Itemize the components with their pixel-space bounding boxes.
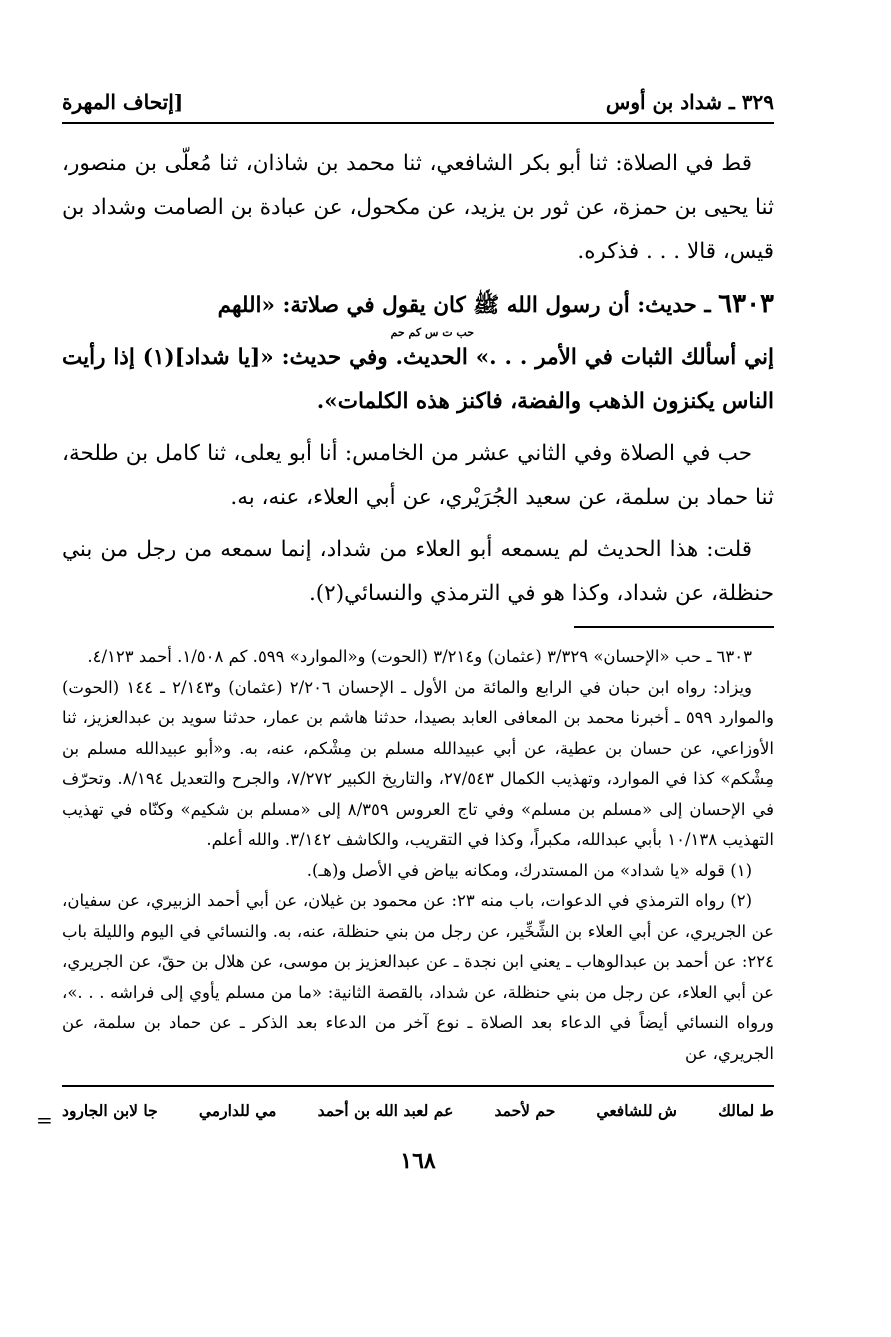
- footnotes: [62, 642, 774, 1069]
- header-book-title: [إتحاف المهرة: [62, 90, 184, 114]
- hadith-text: إني أسألك الثبات في الأمر . . .» الحديث. وفي حديث: «[يا شداد](١) إذا رأيت الناس يكنزون الذهب والفضة، فاكنز هذه الكلمات».: [62, 345, 774, 414]
- page-number: ١٦٨: [400, 1148, 436, 1174]
- footnote-1: (١) قوله «يا شداد» من المستدرك، ومكانه بياض في الأصل و(هـ).: [306, 860, 752, 880]
- legend-item: مي للدارمي: [198, 1101, 277, 1120]
- hadith-number: ٦٣٠٣: [718, 289, 774, 319]
- continuation-marker: =: [36, 1108, 53, 1132]
- legend-item: ط لمالك: [718, 1101, 774, 1120]
- running-header: [62, 70, 774, 114]
- note-additions: ويزاد: رواه ابن حبان في الرابع والمائة من الأول ـ الإحسان ٢/٢٠٦ (عثمان) و٢/١٤٣ ـ ١٤٤ (الحوت) والموارد ٥٩٩ ـ أخبرنا محمد بن المعافى العابد بصيدا، حدثنا هاشم بن عمار، حدثنا سويد بن عبدالعزيز، ثنا الأوزاعي، عن حسان بن عطية، عن أبي عبيدالله مسلم بن مِشْكم، عنه، به. و«أبو عبيدالله مسلم بن مِشْكم» كذا في الموارد، وتهذيب الكمال ٢٧/٥٤٣، والتاريخ الكبير ٧/٢٧٢، والجرح والتعديل ٨/١٩٤. وتحرّف في الإحسان إلى «مسلم بن مسلم» وفي تاج العروس ٨/٣٥٩ إلى «مسلم بن شكيم» وكنّاه في تهذيب التهذيب ١٠/١٣٨ بأبي عبدالله، مكبراً، وكذا في التقريب، والكاشف ٣/١٤٢. والله أعلم.: [62, 677, 774, 849]
- legend-rule: [62, 1085, 774, 1087]
- note-sources: ٦٣٠٣ ـ حب «الإحسان» ٣/٣٢٩ (عثمان) و٣/٢١٤ (الحوت) و«الموارد» ٥٩٩. كم ١/٥٠٨. أحمد ٤/١٢٣.: [87, 647, 752, 666]
- abbreviation-legend: [62, 1101, 774, 1120]
- paragraph-1: قط في الصلاة: ثنا أبو بكر الشافعي، ثنا محمد بن شاذان، ثنا مُعلّى بن منصور، ثنا يحيى بن حمزة، عن ثور بن يزيد، عن مكحول، عن عبادة بن الصامت وشداد بن قيس، قالا . . . فذكره.: [62, 151, 774, 264]
- legend-item: عم لعبد الله بن أحمد: [317, 1101, 454, 1120]
- paragraph-3: حب في الصلاة وفي الثاني عشر من الخامس: أنا أبو يعلى، ثنا كامل بن طلحة، ثنا حماد بن سلمة، عن سعيد الجُرَيْري، عن أبي العلاء، عنه، به.: [62, 441, 774, 510]
- legend-item: ش للشافعي: [596, 1101, 677, 1120]
- legend-item: جا لابن الجارود: [62, 1101, 158, 1120]
- header-rule: [62, 122, 774, 124]
- book-page: [62, 70, 774, 1174]
- source-sigla: حب ت س كم حم: [390, 326, 474, 339]
- legend-item: حم لأحمد: [494, 1101, 556, 1120]
- hadith-heading: ـ حديث: أن رسول الله ﷺ كان يقول في صلاتة: «اللهم: [217, 293, 711, 318]
- footnote-2: (٢) رواه الترمذي في الدعوات، باب منه ٢٣: عن محمود بن غيلان، عن أبي أحمد الزبيري، عن سفيان، عن الجريري، عن أبي العلاء بن الشِّخِّير، عن رجل من بني حنظلة، عنه، به. والنسائي في اليوم والليلة باب ٢٢٤: عن أحمد بن عبدالوهاب ـ يعني ابن نجدة ـ عن عبدالعزيز بن موسى، عن هلال بن حقّ، عن الجريري، عن أبي العلاء، عن رجل من بني حنظلة، عن شداد، بالقصة الثانية: «ما من مسلم يأوي إلى فراشه . . .»، ورواه النسائي أيضاً في الدعاء بعد الصلاة ـ نوع آخر من الدعاء بعد الذكر ـ عن حماد بن سلمة، عن الجريري، عن: [62, 891, 774, 1063]
- main-text: [62, 142, 774, 616]
- footnote-separator: [574, 626, 774, 628]
- paragraph-4: قلت: هذا الحديث لم يسمعه أبو العلاء من شداد، إنما سمعه من رجل من بني حنظلة، عن شداد، وكذا هو في الترمذي والنسائي(٢).: [62, 537, 774, 606]
- header-chapter: ٣٢٩ ـ شداد بن أوس: [605, 90, 774, 114]
